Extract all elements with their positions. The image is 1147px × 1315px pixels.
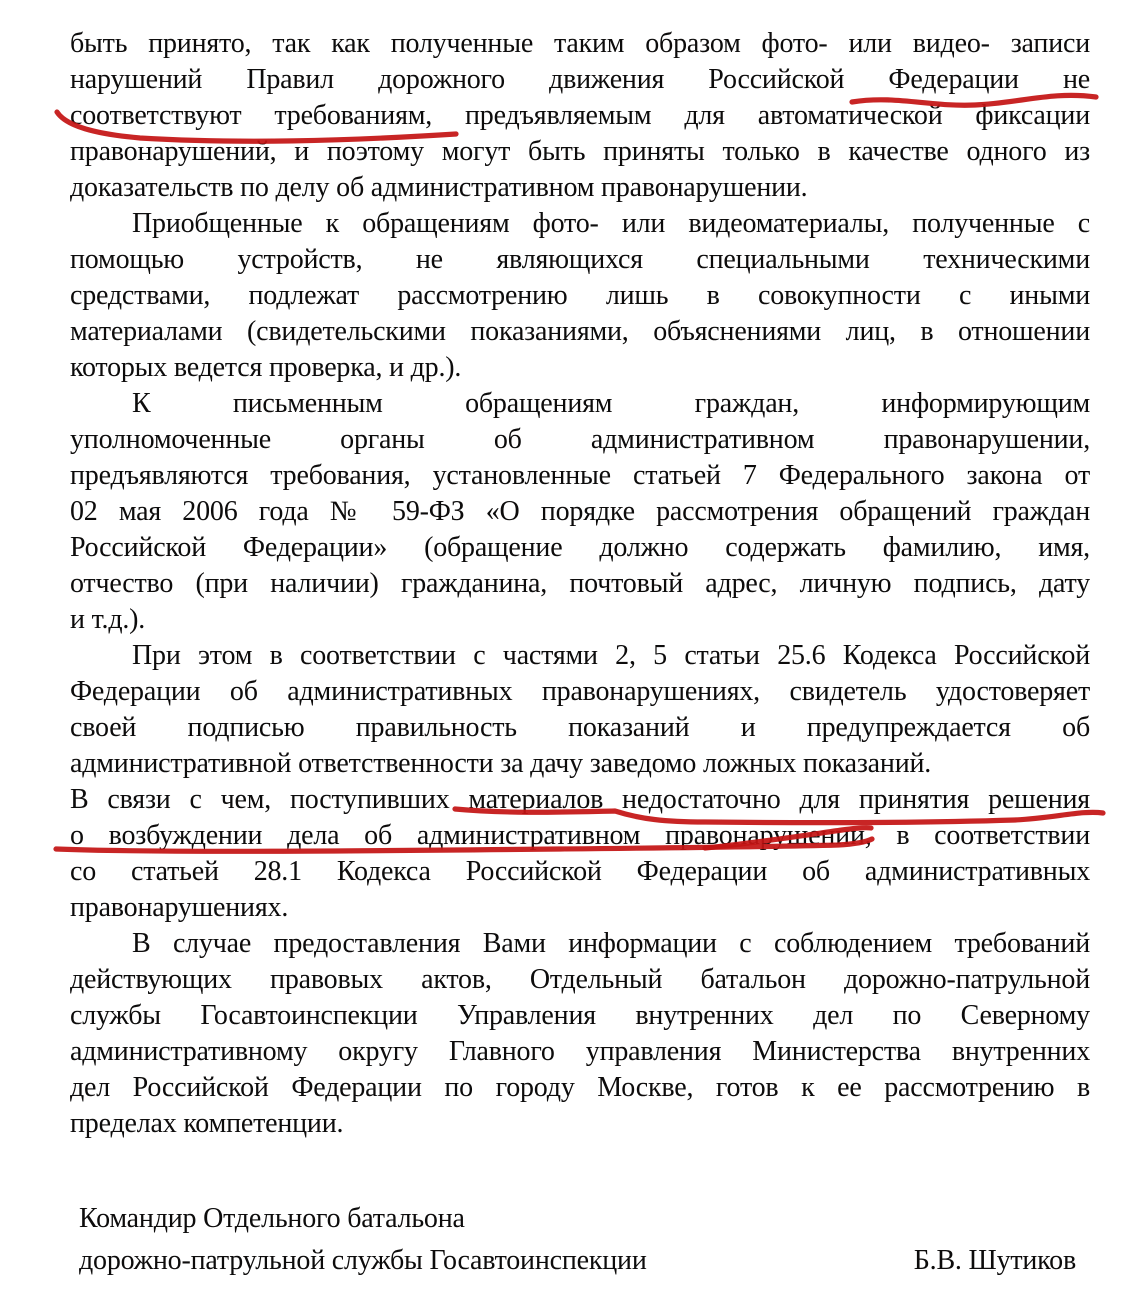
text-line: правонарушениях. <box>70 892 289 923</box>
text-line: помощью устройств, не являющихся специальными техническими <box>70 244 1090 275</box>
text-line: которых ведется проверка, и др.). <box>70 352 462 383</box>
text-line: со статьей 28.1 Кодекса Российской Федерации об административных <box>70 856 1090 887</box>
text-line: правонарушений, и поэтому могут быть приняты только в качестве одного из <box>70 136 1090 167</box>
text-line: административному округу Главного управления Министерства внутренних <box>70 1036 1090 1067</box>
signer-name: Б.В. Шутиков <box>913 1245 1076 1276</box>
signature-title-line-2 <box>70 1240 1090 1282</box>
text-line: материалами (свидетельскими показаниями, объяснениями лиц, в отношении <box>70 316 1090 347</box>
text-line: действующих правовых актов, Отдельный батальон дорожно-патрульной <box>70 964 1090 995</box>
document-body <box>70 26 1090 1142</box>
text-line: В случае предоставления Вами информации с соблюдением требований <box>132 928 1090 959</box>
text-line: 02 мая 2006 года № 59-ФЗ «О порядке рассмотрения обращений граждан <box>70 496 1090 527</box>
text-line: своей подписью правильность показаний и предупреждается об <box>70 712 1090 743</box>
text-line: доказательств по делу об административном правонарушении. <box>70 172 808 203</box>
text-line: административной ответственности за дачу заведомо ложных показаний. <box>70 748 932 779</box>
text-line: При этом в соответствии с частями 2, 5 статьи 25.6 Кодекса Российской <box>132 640 1090 671</box>
text-line: Федерации об административных правонарушениях, свидетель удостоверяет <box>70 676 1090 707</box>
text-line: К письменным обращениям граждан, информирующим <box>132 388 1090 419</box>
signature-title-line-1: Командир Отдельного батальона <box>79 1203 465 1234</box>
text-line: предъявляются требования, установленные статьей 7 Федерального закона от <box>70 460 1090 491</box>
signature-title-text: дорожно-патрульной службы Госавтоинспекции <box>79 1245 647 1276</box>
text-line: отчество (при наличии) гражданина, почтовый адрес, личную подпись, дату <box>70 568 1090 599</box>
text-line: В связи с чем, поступивших материалов недостаточно для принятия решения <box>70 784 1090 815</box>
text-line: службы Госавтоинспекции Управления внутренних дел по Северному <box>70 1000 1090 1031</box>
text-line: Приобщенные к обращениям фото- или видеоматериалы, полученные с <box>132 208 1090 239</box>
text-line: о возбуждении дела об административном правонарушении, в соответствии <box>70 820 1090 851</box>
signature-block <box>70 1198 1090 1282</box>
text-line: нарушений Правил дорожного движения Российской Федерации не <box>70 64 1090 95</box>
text-line: средствами, подлежат рассмотрению лишь в совокупности с иными <box>70 280 1090 311</box>
text-line: Российской Федерации» (обращение должно содержать фамилию, имя, <box>70 532 1090 563</box>
text-line: быть принято, так как полученные таким образом фото- или видео- записи <box>70 28 1090 59</box>
text-line: уполномоченные органы об административном правонарушении, <box>70 424 1090 455</box>
text-line: дел Российской Федерации по городу Москве, готов к ее рассмотрению в <box>70 1072 1090 1103</box>
text-line: пределах компетенции. <box>70 1108 344 1139</box>
text-line: соответствуют требованиям, предъявляемым для автоматической фиксации <box>70 100 1090 131</box>
text-line: и т.д.). <box>70 604 146 635</box>
